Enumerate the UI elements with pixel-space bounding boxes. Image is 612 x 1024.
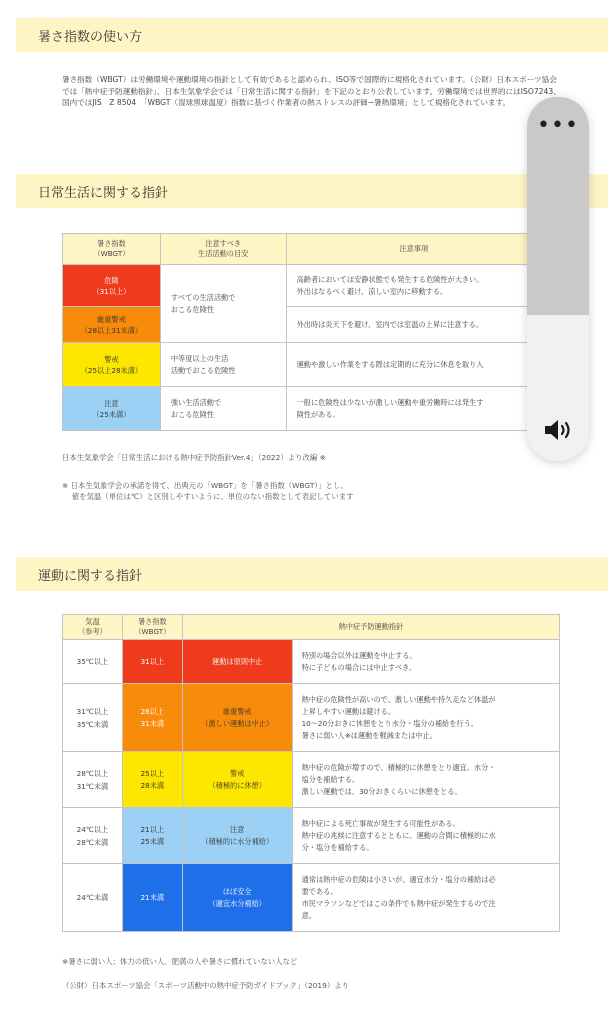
level-range: （25以上28未満） xyxy=(80,365,143,375)
section-title: 運動に関する指針 xyxy=(38,568,143,584)
table-row xyxy=(63,343,542,387)
level-cell: 運動は原則中止 xyxy=(182,640,292,684)
desc-cell: 熱中症による死亡事故が発生する可能性がある。 熱中症の兆候に注意するとともに、運動の合間に積極的に水 分・塩分を補給する。 xyxy=(292,808,559,864)
caution-text: 高齢者においては安静状態でも発生する危険性が大きい。 外出はなるべく避け、涼しい室内に移動する。 xyxy=(286,265,541,307)
header-wbgt: 暑さ指数 （WBGT） xyxy=(122,615,182,640)
guide-strong-activities: 強い生活活動で おこる危険性 xyxy=(160,387,286,431)
wbgt-cell: 31以上 xyxy=(122,640,182,684)
desc-cell: 特別の場合以外は運動を中止する。 特に子どもの場合には中止すべき。 xyxy=(292,640,559,684)
table-row xyxy=(63,387,542,431)
table-row xyxy=(63,864,560,932)
exercise-guideline-table xyxy=(62,614,560,932)
wbgt-cell: 25以上 28未満 xyxy=(122,752,182,808)
wbgt-cell: 21以上 25未満 xyxy=(122,808,182,864)
level-severe-warning xyxy=(63,307,161,343)
caution-text: 一般に危険性は少ないが激しい運動や重労働時には発生す 険性がある。 xyxy=(286,387,541,431)
level-danger xyxy=(63,265,161,307)
level-range: （28以上31未満） xyxy=(80,325,143,335)
table-row xyxy=(63,808,560,864)
daily-life-guideline-table xyxy=(62,233,542,431)
level-cell: 警戒 （積極的に休憩） xyxy=(182,752,292,808)
header-wbgt: 暑さ指数 （WBGT） xyxy=(63,234,161,265)
more-options-icon[interactable]: ••• xyxy=(537,113,579,138)
header-temperature: 気温 （参考） xyxy=(63,615,123,640)
level-name: 警戒 xyxy=(104,354,119,364)
section-title: 暑さ指数の使い方 xyxy=(38,29,143,45)
level-range: （31以上） xyxy=(92,286,131,296)
level-cell: ほぼ安全 （適宜水分補給） xyxy=(182,864,292,932)
level-caution xyxy=(63,387,161,431)
wbgt-cell: 21未満 xyxy=(122,864,182,932)
exercise-footnote: ※暑さに弱い人；体力の低い人、肥満の人や暑さに慣れていない人など xyxy=(62,957,298,966)
level-name: 危険 xyxy=(104,275,119,285)
level-cell: 厳重警戒 （激しい運動は中止） xyxy=(182,684,292,752)
speaker-icon[interactable] xyxy=(543,417,575,443)
table-row xyxy=(63,307,542,343)
exercise-source: （公財）日本スポーツ協会「スポーツ活動中の熱中症予防ガイドブック」（2019）より xyxy=(62,981,350,990)
table-row xyxy=(63,640,560,684)
level-name: 注意 xyxy=(104,398,119,408)
table-row xyxy=(63,684,560,752)
intro-paragraph: 暑さ指数（WBGT）は労働環境や運動環境の指針として有効であると認められ、ISO等で国際的に規格化されています。（公財）日本スポーツ協会では「熱中症予防運動指針」、日本生気象学会では「日常生活に関する指針」を下記のとおり公表しています。労働環境では世界的にはISO7243、国内ではJIS Z 8504 「WBGT（湿球黒球温度）指数に基づく作業者の熱ストレスの評価−暑熱環境」として規格化されています。 xyxy=(62,75,561,107)
table-header-row xyxy=(63,615,560,640)
guide-all-activities: すべての生活活動で おこる危険性 xyxy=(160,265,286,343)
wbgt-cell: 28以上 31未満 xyxy=(122,684,182,752)
table-header-row xyxy=(63,234,542,265)
section-header-daily-life xyxy=(16,174,608,208)
section-header-exercise xyxy=(16,557,608,591)
header-activity: 注意すべき 生活活動の目安 xyxy=(160,234,286,265)
level-cell: 注意 （積極的に水分補給） xyxy=(182,808,292,864)
caution-text: 外出時は炎天下を避け、室内では室温の上昇に注意する。 xyxy=(286,307,541,343)
caution-text: 運動や激しい作業をする際は定期的に充分に休息を取り入 xyxy=(286,343,541,387)
header-guideline: 熱中症予防運動指針 xyxy=(182,615,559,640)
level-name: 厳重警戒 xyxy=(97,314,126,324)
section-header-wbgt-usage xyxy=(16,18,608,52)
desc-cell: 通常は熱中症の危険は小さいが、適宜水分・塩分の補給は必 要である。 市民マラソンなどではこの条件でも熱中症が発生するので注 意。 xyxy=(292,864,559,932)
level-range: （25未満） xyxy=(92,409,131,419)
daily-life-source: 日本生気象学会「日常生活における熱中症予防指針Ver.4」（2022）より改編 ※ xyxy=(62,453,326,462)
temp-cell: 28℃以上 31℃未満 xyxy=(63,752,123,808)
temp-cell: 24℃以上 28℃未満 xyxy=(63,808,123,864)
table-row xyxy=(63,752,560,808)
guide-moderate-activities: 中等度以上の生活 活動でおこる危険性 xyxy=(160,343,286,387)
daily-life-footnote: ※ 日本生気象学会の承諾を得て、出典元の「WBGT」を「暑さ指数（WBGT）」とし、 値を気温（単位は℃）と区別しやすいように、単位のない指数として表記しています xyxy=(62,481,354,501)
desc-cell: 熱中症の危険が増すので、積極的に休憩をとり適宜、水分・ 塩分を補給する。 激しい運動では、30分おきくらいに休憩をとる。 xyxy=(292,752,559,808)
temp-cell: 24℃未満 xyxy=(63,864,123,932)
temp-cell: 35℃以上 xyxy=(63,640,123,684)
table-row xyxy=(63,265,542,307)
temp-cell: 31℃以上 35℃未満 xyxy=(63,684,123,752)
desc-cell: 熱中症の危険性が高いので、激しい運動や持久走など体温が 上昇しやすい運動は避ける。 10〜20分おきに休憩をとり水分・塩分の補給を行う。 暑さに弱い人※は運動を軽減または中止。 xyxy=(292,684,559,752)
level-warning xyxy=(63,343,161,387)
header-caution: 注意事項 xyxy=(286,234,541,265)
section-title: 日常生活に関する指針 xyxy=(38,185,169,201)
volume-slider[interactable] xyxy=(527,97,589,461)
